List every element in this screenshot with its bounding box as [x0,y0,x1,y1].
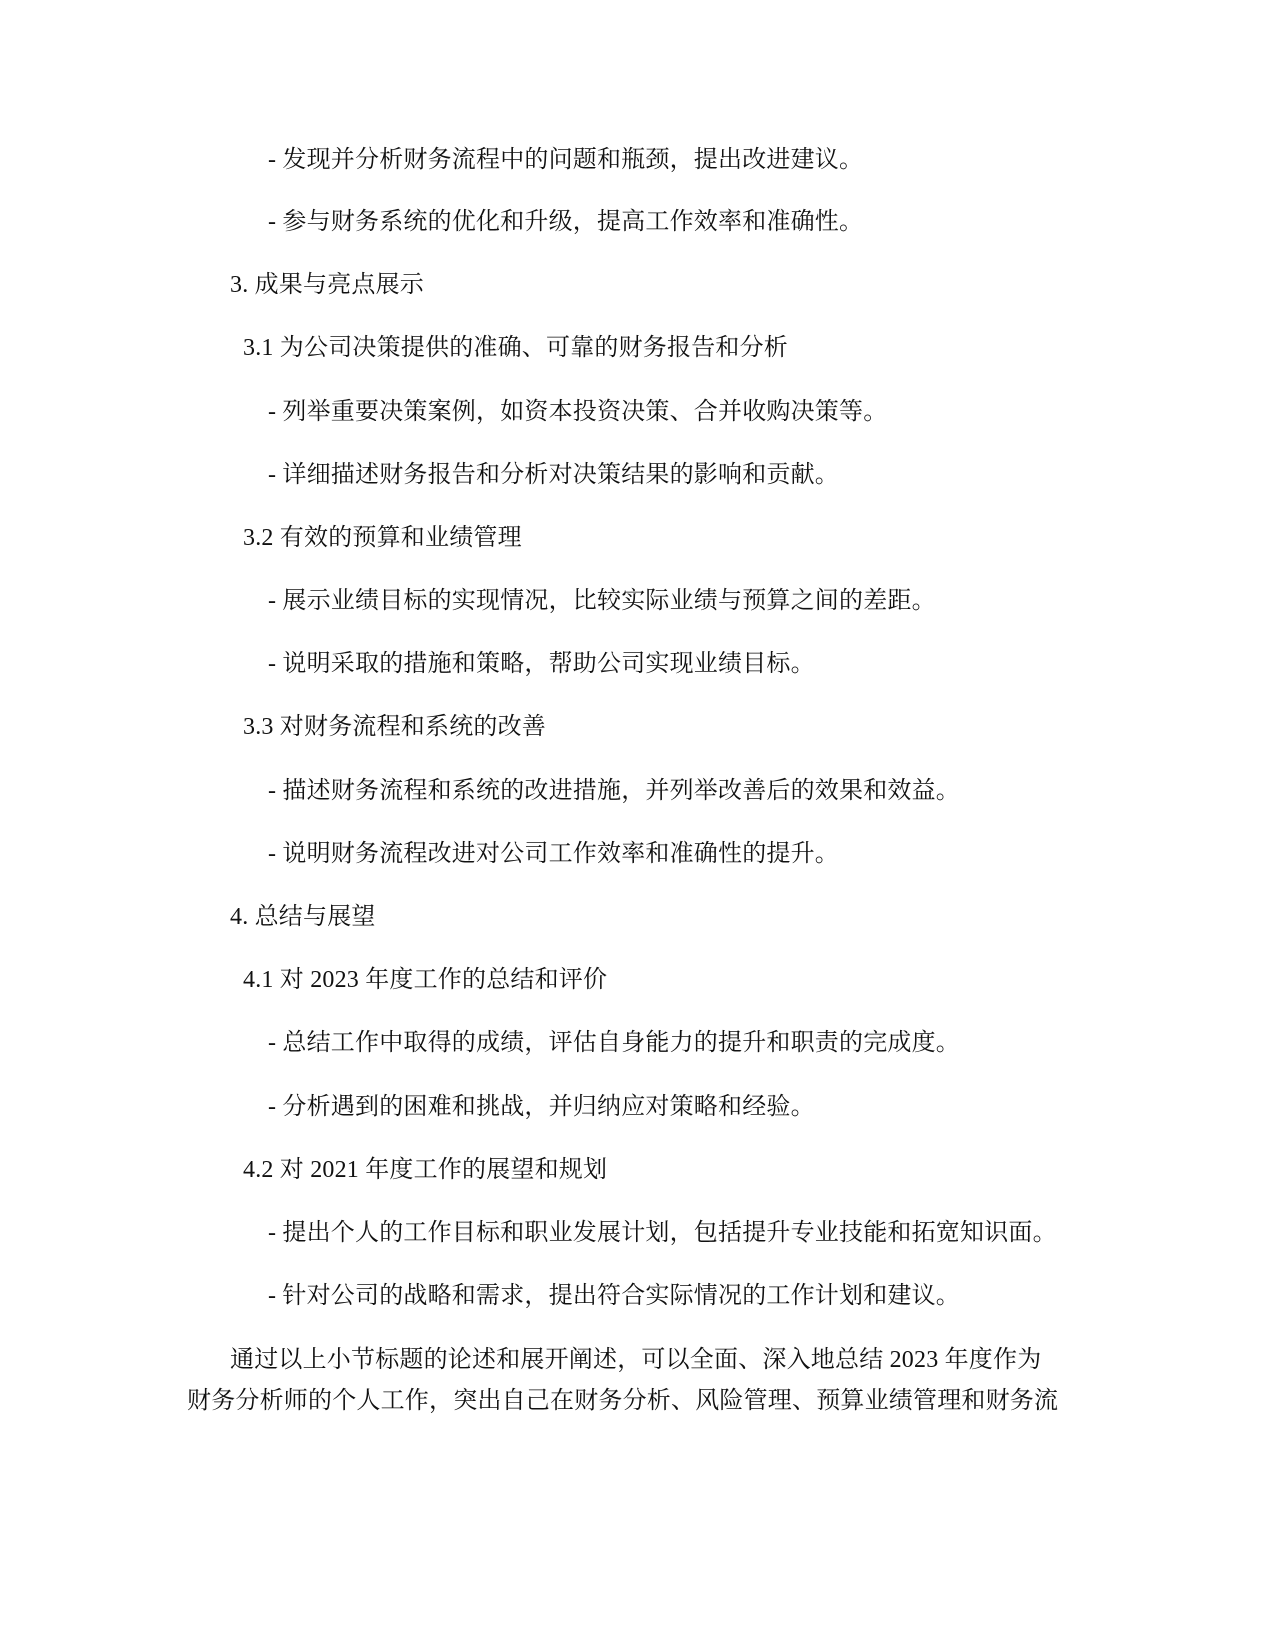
bullet-item: - 分析遇到的困难和挑战，并归纳应对策略和经验。 [268,1094,815,1120]
subsection-heading: 4.1 对 2023 年度工作的总结和评价 [243,967,608,993]
bullet-item: - 针对公司的战略和需求，提出符合实际情况的工作计划和建议。 [268,1283,960,1309]
bullet-item: - 详细描述财务报告和分析对决策结果的影响和贡献。 [268,462,839,488]
bullet-item: - 提出个人的工作目标和职业发展计划，包括提升专业技能和拓宽知识面。 [268,1220,1057,1246]
subsection-heading: 4.2 对 2021 年度工作的展望和规划 [243,1157,608,1183]
bullet-item: - 列举重要决策案例，如资本投资决策、合并收购决策等。 [268,399,888,425]
bullet-item: - 总结工作中取得的成绩，评估自身能力的提升和职责的完成度。 [268,1030,960,1056]
bullet-item: - 发现并分析财务流程中的问题和瓶颈，提出改进建议。 [268,147,864,173]
bullet-item: - 参与财务系统的优化和升级，提高工作效率和准确性。 [268,209,864,235]
bullet-item: - 展示业绩目标的实现情况，比较实际业绩与预算之间的差距。 [268,588,936,614]
subsection-heading: 3.3 对财务流程和系统的改善 [243,714,546,740]
subsection-heading: 3.1 为公司决策提供的准确、可靠的财务报告和分析 [243,335,788,361]
bullet-item: - 描述财务流程和系统的改进措施，并列举改善后的效果和效益。 [268,778,960,804]
closing-paragraph-line-2: 财务分析师的个人工作，突出自己在财务分析、风险管理、预算业绩管理和财务流 [187,1388,1059,1414]
closing-paragraph-line-1: 通过以上小节标题的论述和展开阐述，可以全面、深入地总结 2023 年度作为 [230,1347,1042,1373]
section-heading: 3. 成果与亮点展示 [230,272,424,298]
section-heading: 4. 总结与展望 [230,904,376,930]
subsection-heading: 3.2 有效的预算和业绩管理 [243,525,522,551]
bullet-item: - 说明采取的措施和策略，帮助公司实现业绩目标。 [268,651,815,677]
bullet-item: - 说明财务流程改进对公司工作效率和准确性的提升。 [268,841,839,867]
